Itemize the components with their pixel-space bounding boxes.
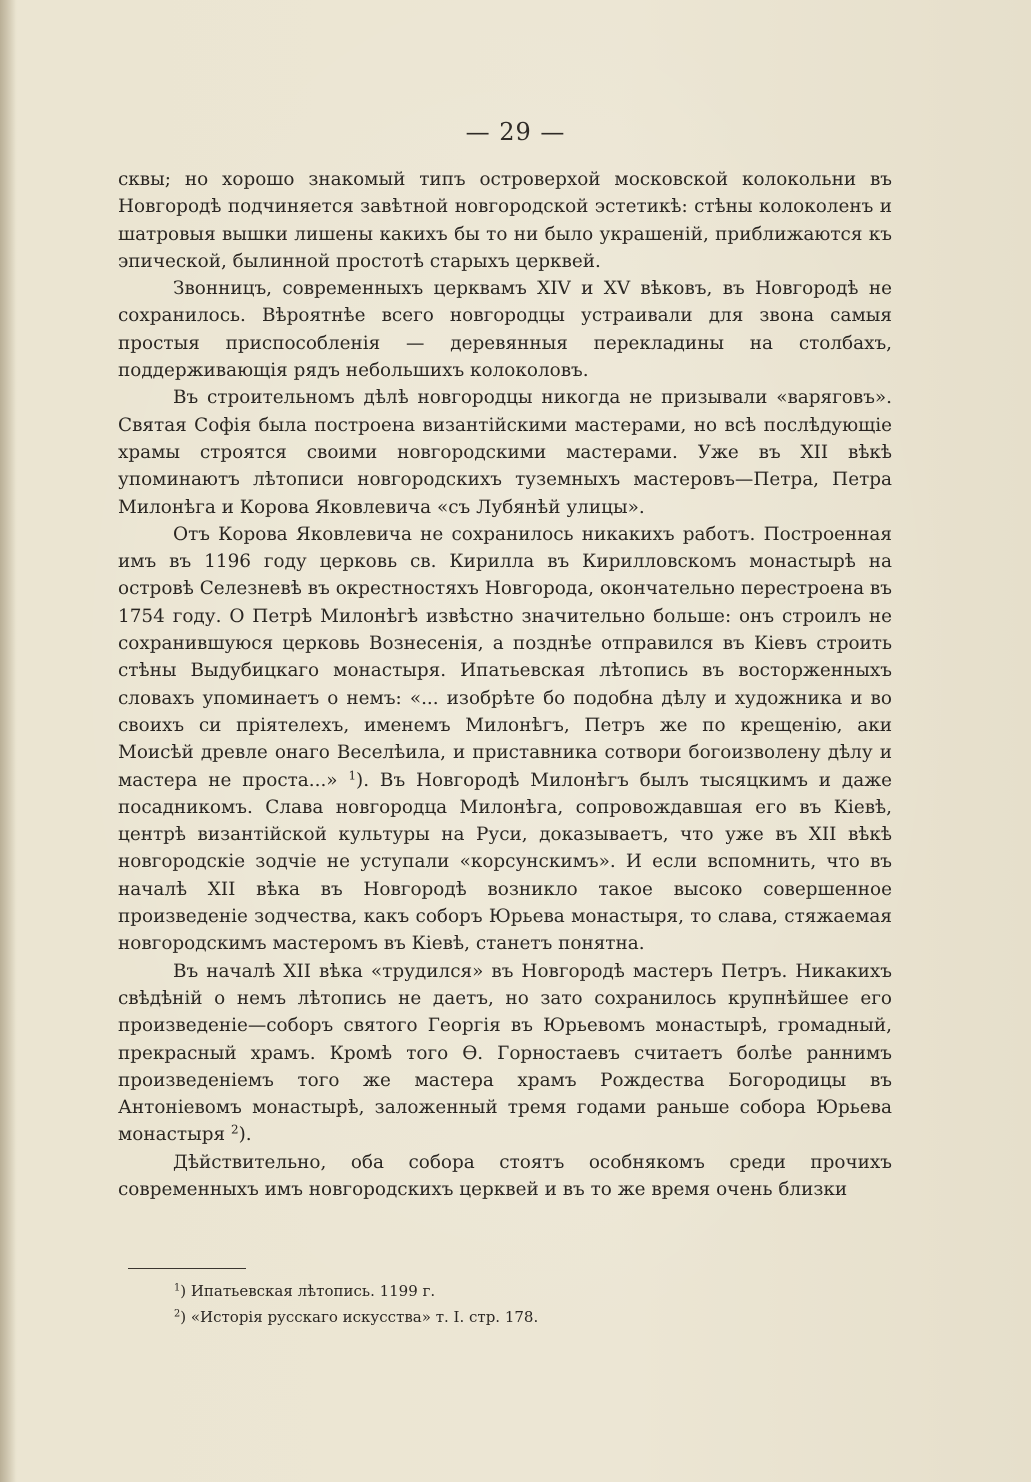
footnote-reference: 2 bbox=[230, 1122, 239, 1137]
paragraph-text: Дѣйствительно, оба собора стоятъ особнякомъ среди прочихъ современныхъ имъ новгородскихъ церквей и въ то же время очень близки bbox=[118, 1151, 892, 1200]
paragraph-text-continued: ). bbox=[238, 1124, 252, 1146]
binding-gutter bbox=[0, 0, 16, 1482]
footnote-mark: 2 bbox=[174, 1308, 181, 1320]
paragraph-text: сквы; но хорошо знакомый типъ островерхой московской колокольни въ Новгородѣ подчиняется завѣтной новгородской эстетикѣ: стѣны колоколенъ и шатровыя вышки лишены какихъ бы то ни было украшеній, приближаются къ эпической, былинной простотѣ старыхъ церквей. bbox=[118, 169, 892, 272]
footnote-reference: 1 bbox=[348, 767, 357, 782]
footnotes bbox=[174, 1278, 874, 1330]
footnote-mark: 1 bbox=[174, 1282, 181, 1294]
paragraph bbox=[118, 275, 892, 384]
paragraph-text: Звонницъ, современныхъ церквамъ XIV и XV вѣковъ, въ Новгородѣ не сохранилось. Вѣроятнѣе всего новгородцы устраивали для звона самыя простыя приспособленія — деревянныя перекладины на столбахъ, поддерживающія рядъ небольшихъ колоколовъ. bbox=[118, 278, 892, 382]
footnote bbox=[174, 1278, 874, 1304]
footnote bbox=[174, 1304, 874, 1330]
footnote-text: ) Ипатьевская лѣтопись. 1199 г. bbox=[180, 1282, 436, 1300]
paragraph-text: Отъ Корова Яковлевича не сохранилось никакихъ работъ. Построенная имъ въ 1196 году церковь св. Кирилла въ Кирилловскомъ монастырѣ на островѣ Селезневѣ въ окрестностяхъ Новгорода, окончательно перестроена въ 1754 году. О Петрѣ Милонѣгѣ извѣстно значительно больше: онъ строилъ не сохранившуюся церковь Вознесенія, а позднѣе отправился въ Кіевъ строить стѣны Выдубицкаго монастыря. Ипатьевская лѣтопись въ восторженныхъ словахъ упоминаетъ о немъ: «... изобрѣте бо подобна дѣлу и художника и во своихъ си пріятелехъ, именемъ Милонѣгъ, Петръ же по крещенію, аки Моисѣй древле онаго Веселѣила, и приставника сотвори богоизволену дѣлу и мастера не проста...» bbox=[118, 523, 892, 791]
footnote-divider bbox=[128, 1268, 246, 1269]
paragraph bbox=[118, 1149, 892, 1204]
paragraph-text: Въ началѣ XII вѣка «трудился» въ Новгородѣ мастеръ Петръ. Никакихъ свѣдѣній о немъ лѣтопись не даетъ, но зато сохранилось крупнѣйшее его произведеніе—соборъ святого Георгія въ Юрьевомъ монастырѣ, громадный, прекрасный храмъ. Кромѣ того Ѳ. Горностаевъ считаетъ болѣе раннимъ произведеніемъ того же мастера храмъ Рождества Богородицы въ Антоніевомъ монастырѣ, заложенный тремя годами раньше собора Юрьева монастыря bbox=[118, 960, 892, 1146]
paragraph bbox=[118, 166, 892, 275]
paragraph-text: Въ строительномъ дѣлѣ новгородцы никогда не призывали «варяговъ». Святая Софія была построена византійскими мастерами, но всѣ послѣдующіе храмы строятся своими новгородскими мастерами. Уже въ XII вѣкѣ упоминаютъ лѣтописи новгородскихъ туземныхъ мастеровъ—Петра, Петра Милонѣга и Корова Яковлевича «съ Лубянѣй улицы». bbox=[118, 387, 892, 518]
paragraph-text-continued: ). Въ Новгородѣ Милонѣгъ былъ тысяцкимъ и даже посадникомъ. Слава новгородца Милонѣга, сопровождавшая его въ Кіевѣ, центрѣ византійской культуры на Руси, доказываетъ, что уже въ XII вѣкѣ новгородскіе зодчіе не уступали «корсунскимъ». И если вспомнить, что въ началѣ XII вѣка въ Новгородѣ возникло такое высоко совершенное произведеніе зодчества, какъ соборъ Юрьева монастыря, то слава, стяжаемая новгородскимъ мастеромъ въ Кіевѣ, станетъ понятна. bbox=[118, 769, 892, 955]
paragraph bbox=[118, 958, 892, 1149]
body-text bbox=[118, 166, 892, 1203]
footnote-text: ) «Исторія русскаго искусства» т. I. стр. 178. bbox=[180, 1308, 539, 1326]
paragraph bbox=[118, 521, 892, 958]
page-number: — 29 — bbox=[465, 118, 566, 146]
paragraph bbox=[118, 384, 892, 520]
